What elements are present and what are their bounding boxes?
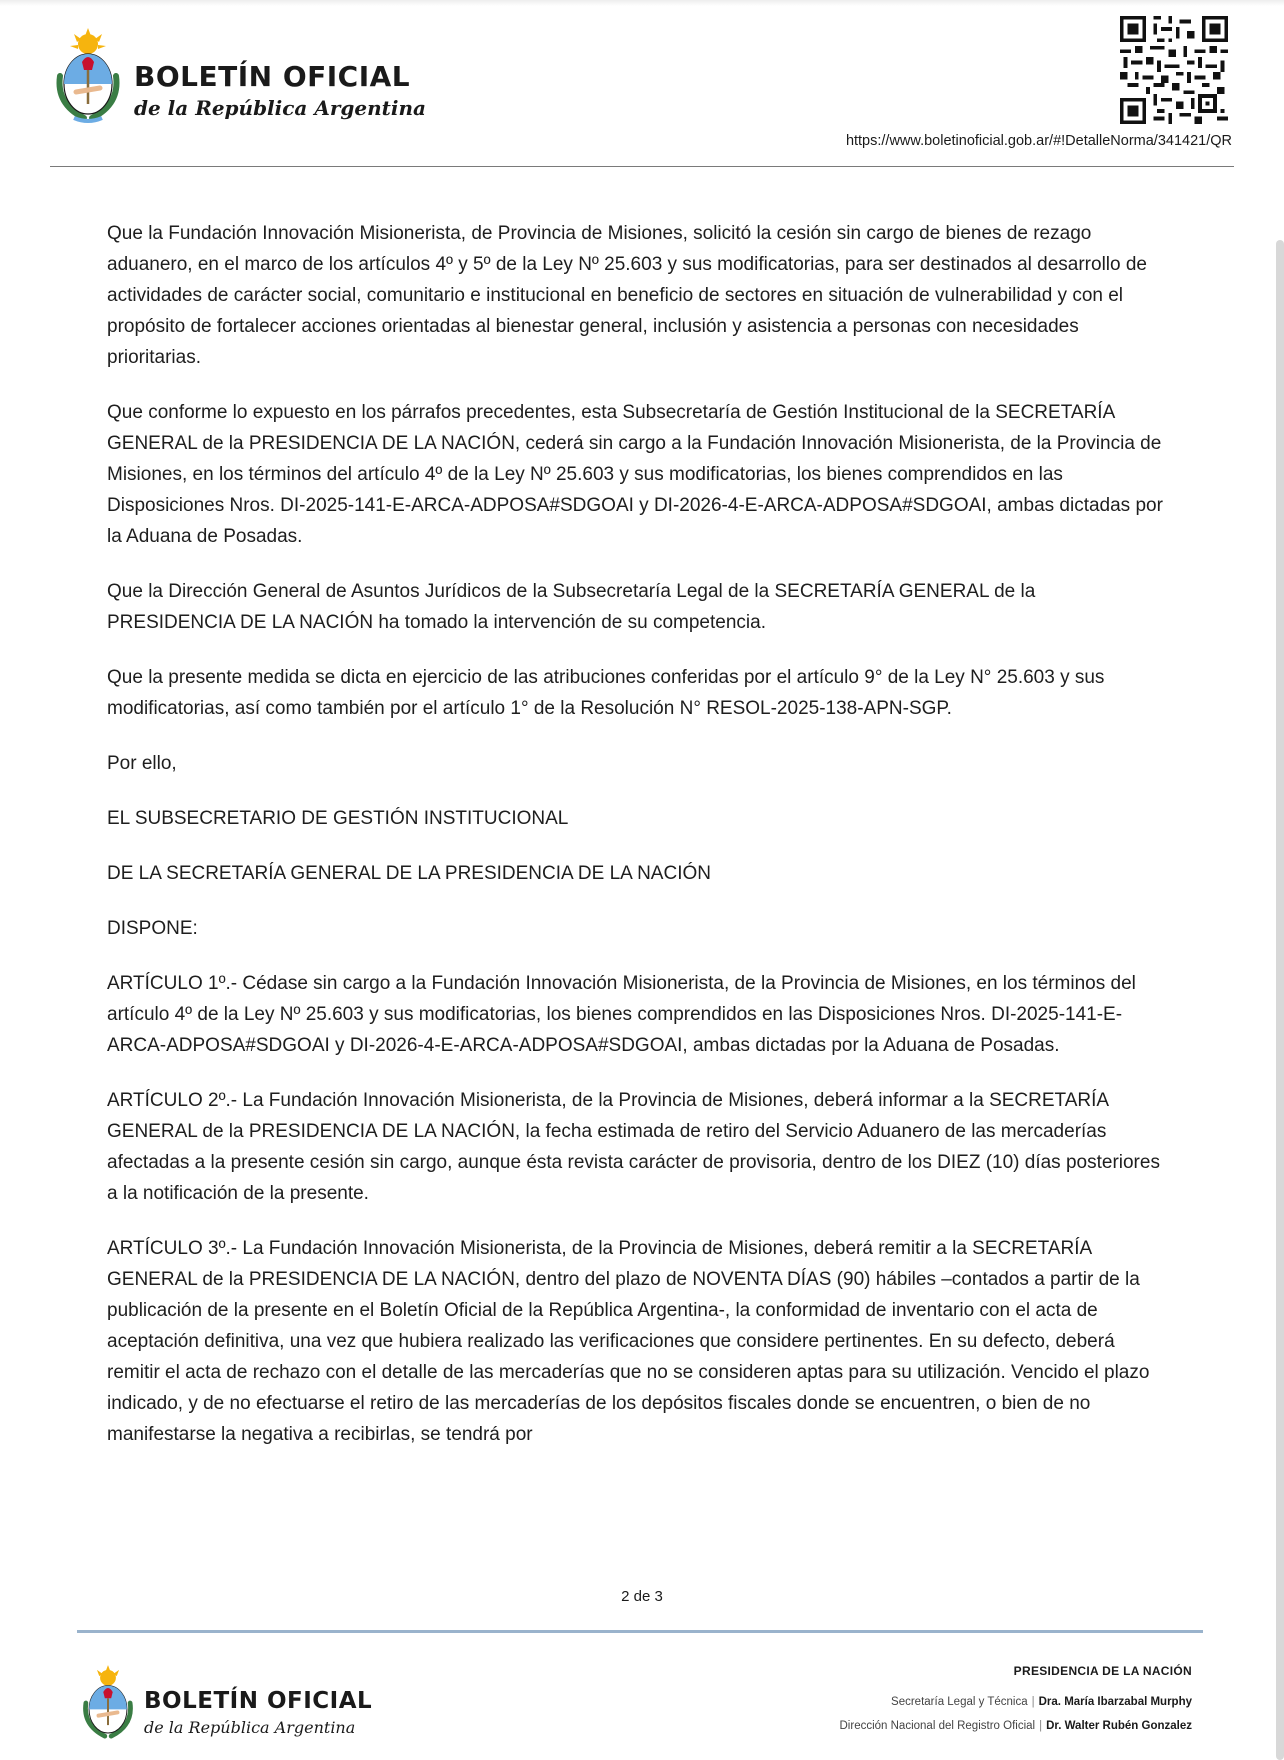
footer-separator: | [1039,1720,1043,1732]
paragraph: DISPONE: [107,918,198,939]
brand-title: BOLETÍN OFICIAL [134,60,411,93]
argentine-coat-of-arms-icon [50,26,126,126]
footer-office: Secretaría Legal y Técnica [891,1696,1028,1708]
paragraph: ARTÍCULO 1º.- Cédase sin cargo a la Fundación Innovación Misionerista, de la Provincia de Misiones, en los términos del artículo 4º de la Ley Nº 25.603 y sus modificatorias, los bienes comprendidos en las Disposiciones Nros. DI-2025-141-E-ARCA-ADPOSA#SDGOAI y DI-2026-4-E-ARCA-ADPOSA#SDGOAI, ambas dictadas por la Aduana de Posadas. [107,973,1136,1056]
footer-credit-line [840,1720,1193,1732]
qr-code-icon [1120,16,1228,124]
footer-person: Dra. María Ibarzabal Murphy [1038,1696,1192,1708]
footer-divider [77,1630,1203,1633]
brand-subtitle: de la República Argentina [134,96,426,120]
document-url[interactable]: https://www.boletinoficial.gob.ar/#!DetalleNorma/341421/QR [845,133,1232,149]
footer-logo [78,1660,378,1750]
footer-separator: | [1031,1696,1035,1708]
footer-organization: PRESIDENCIA DE LA NACIÓN [1013,1664,1192,1678]
paragraph: DE LA SECRETARÍA GENERAL DE LA PRESIDENCIA DE LA NACIÓN [107,863,711,884]
footer-credits [840,1664,1193,1744]
footer-credit-line [840,1696,1193,1708]
footer-brand-subtitle: de la República Argentina [144,1718,356,1737]
header-divider [50,166,1234,167]
footer-office: Dirección Nacional del Registro Oficial [839,1720,1036,1732]
paragraph: EL SUBSECRETARIO DE GESTIÓN INSTITUCIONAL [107,808,569,829]
argentine-coat-of-arms-icon [78,1660,138,1746]
paragraph: Que la Dirección General de Asuntos Jurídicos de la Subsecretaría Legal de la SECRETARÍA GENERAL de la PRESIDENCIA DE LA NACIÓN ha tomado la intervención de su competencia. [107,581,1036,633]
paragraph: Que conforme lo expuesto en los párrafos precedentes, esta Subsecretaría de Gestión Institucional de la SECRETARÍA GENERAL de la PRESIDENCIA DE LA NACIÓN, cederá sin cargo a la Fundación Innovación Misionerista, de la Provincia de Misiones, en los términos del artículo 4º de la Ley Nº 25.603 y sus modificatorias, los bienes comprendidos en las Disposiciones Nros. DI-2025-141-E-ARCA-ADPOSA#SDGOAI y DI-2026-4-E-ARCA-ADPOSA#SDGOAI, ambas dictadas por la Aduana de Posadas. [107,402,1163,547]
paragraph: Que la Fundación Innovación Misionerista, de Provincia de Misiones, solicitó la cesión sin cargo de bienes de rezago aduanero, en el marco de los artículos 4º y 5º de la Ley Nº 25.603 y sus modificatorias, para ser destinados al desarrollo de actividades de carácter social, comunitario e institucional en beneficio de sectores en situación de vulnerabilidad y con el propósito de fortalecer acciones orientadas al bienestar general, inclusión y asistencia a personas con necesidades prioritarias. [107,223,1147,368]
footer-brand-title: BOLETÍN OFICIAL [144,1688,373,1714]
document-body [107,218,1167,1474]
top-edge-shadow [0,0,1284,6]
footer-person: Dr. Walter Rubén Gonzalez [1046,1720,1192,1732]
paragraph: Por ello, [107,753,177,774]
paragraph: Que la presente medida se dicta en ejercicio de las atribuciones conferidas por el artículo 9° de la Ley N° 25.603 y sus modificatorias, así como también por el artículo 1° de la Resolución N° RESOL-2025-138-APN-SGP. [107,667,1105,719]
paragraph: ARTÍCULO 3º.- La Fundación Innovación Misionerista, de la Provincia de Misiones, deberá remitir a la SECRETARÍA GENERAL de la PRESIDENCIA DE LA NACIÓN, dentro del plazo de NOVENTA DÍAS (90) hábiles –contados a partir de la publicación de la presente en el Boletín Oficial de la República Argentina-, la conformidad de inventario con el acta de aceptación definitiva, una vez que hubiera realizado las verificaciones que considere pertinentes. En su defecto, deberá remitir el acta de rechazo con el detalle de las mercaderías que no se consideren aptas para su utilización. Vencido el plazo indicado, y de no efectuarse el retiro de las mercaderías de los depósitos fiscales donde se encuentren, o bien de no manifestarse la negativa a recibirlas, se tendrá por [107,1238,1150,1445]
paragraph: ARTÍCULO 2º.- La Fundación Innovación Misionerista, de la Provincia de Misiones, deberá informar a la SECRETARÍA GENERAL de la PRESIDENCIA DE LA NACIÓN, la fecha estimada de retiro del Servicio Aduanero de las mercaderías afectadas a la presente cesión sin cargo, aunque ésta revista carácter de provisoria, dentro de los DIEZ (10) días posteriores a la notificación de la presente. [107,1090,1160,1204]
header-logo [50,26,426,138]
page-number: 2 de 3 [621,1588,663,1605]
vertical-scrollbar[interactable] [1276,240,1284,1760]
